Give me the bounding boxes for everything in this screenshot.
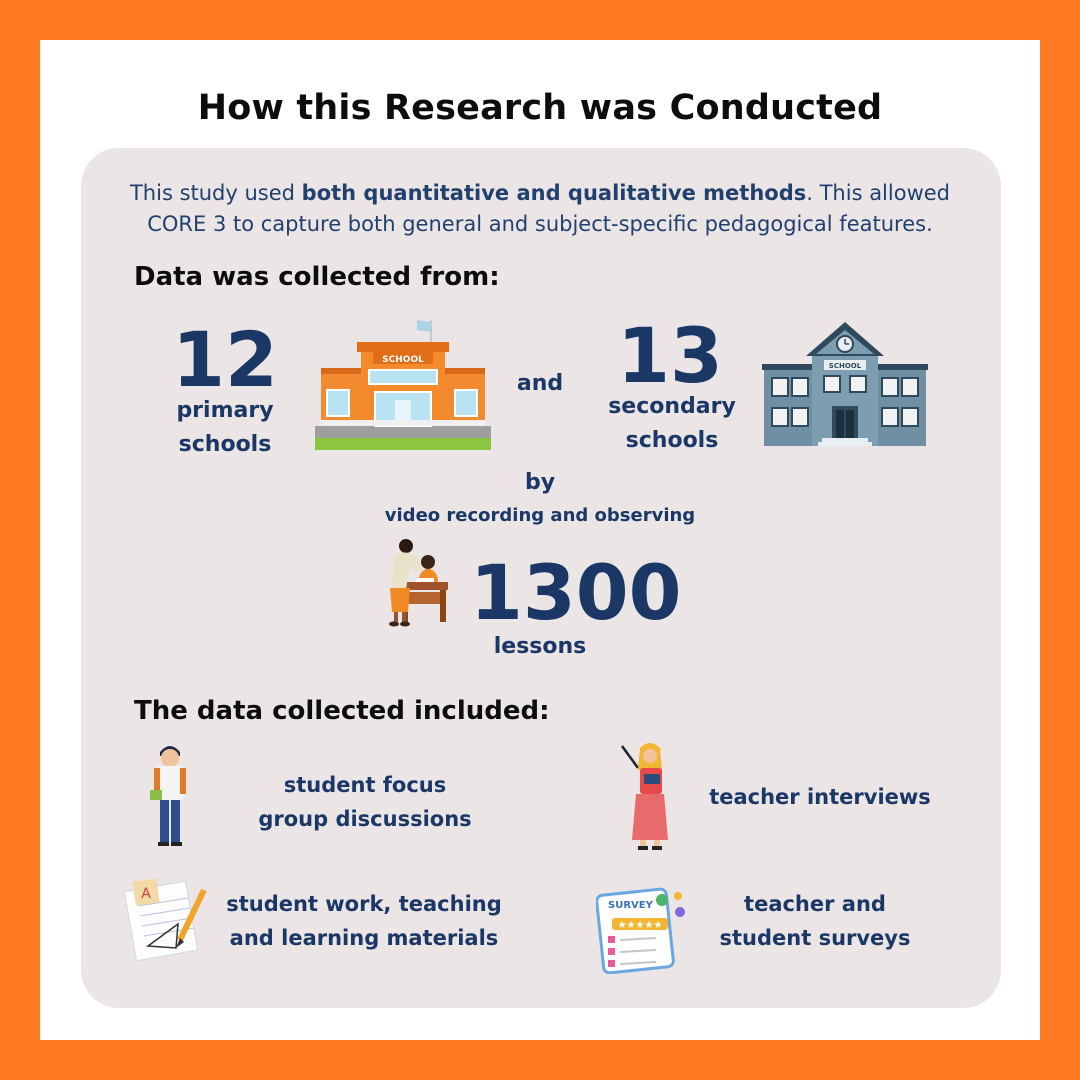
lessons-label: lessons [493,634,587,659]
and-text: and [516,371,564,396]
primary-label [150,394,300,462]
item-student-work-line2: and learning materials [229,926,499,950]
secondary-label [592,390,752,458]
included-heading: The data collected included: [134,696,550,726]
primary-label-line2: schools [178,432,272,457]
item-student-work-line1: student work, teaching [226,892,502,916]
secondary-label-line2: schools [625,428,719,453]
survey-icon [596,886,688,974]
intro-text [100,178,980,240]
lessons-count: 1300 [470,548,682,637]
secondary-count: 13 [617,311,723,400]
secondary-school-sign: SCHOOL [828,362,862,370]
intro-pre: This study used [129,181,302,205]
student-work-icon [118,876,210,962]
secondary-school-icon [762,322,928,448]
item-teacher-interviews: teacher interviews [709,785,931,809]
primary-label-line1: primary [176,398,274,423]
item-surveys-line2: student surveys [719,926,911,950]
item-student-focus [240,768,490,836]
secondary-label-line1: secondary [608,394,736,419]
item-student-work [225,887,503,955]
survey-sign: SURVEY [608,900,653,911]
by-text: by [524,470,556,495]
intro-bold: both quantitative and qualitative methods [301,181,807,205]
item-student-focus-line2: group discussions [258,807,472,831]
student-icon [148,742,192,848]
item-surveys-line1: teacher and [744,892,886,916]
item-surveys [700,887,930,955]
intro-post: . This allowed CORE 3 to capture both general and subject-specific pedagogical features. [147,181,950,236]
method-text: video recording and observing [384,505,696,526]
primary-count: 12 [172,315,278,404]
svg-text:★★★★★: ★★★★★ [617,920,663,931]
primary-school-icon [313,316,493,454]
teacher-student-icon [372,538,452,628]
item-student-focus-line1: student focus [283,773,447,797]
svg-text:A: A [141,886,151,902]
page-title: How this Research was Conducted [197,88,883,128]
collected-heading: Data was collected from: [134,262,500,292]
teacher-icon [618,740,674,852]
primary-school-sign: SCHOOL [382,355,424,365]
